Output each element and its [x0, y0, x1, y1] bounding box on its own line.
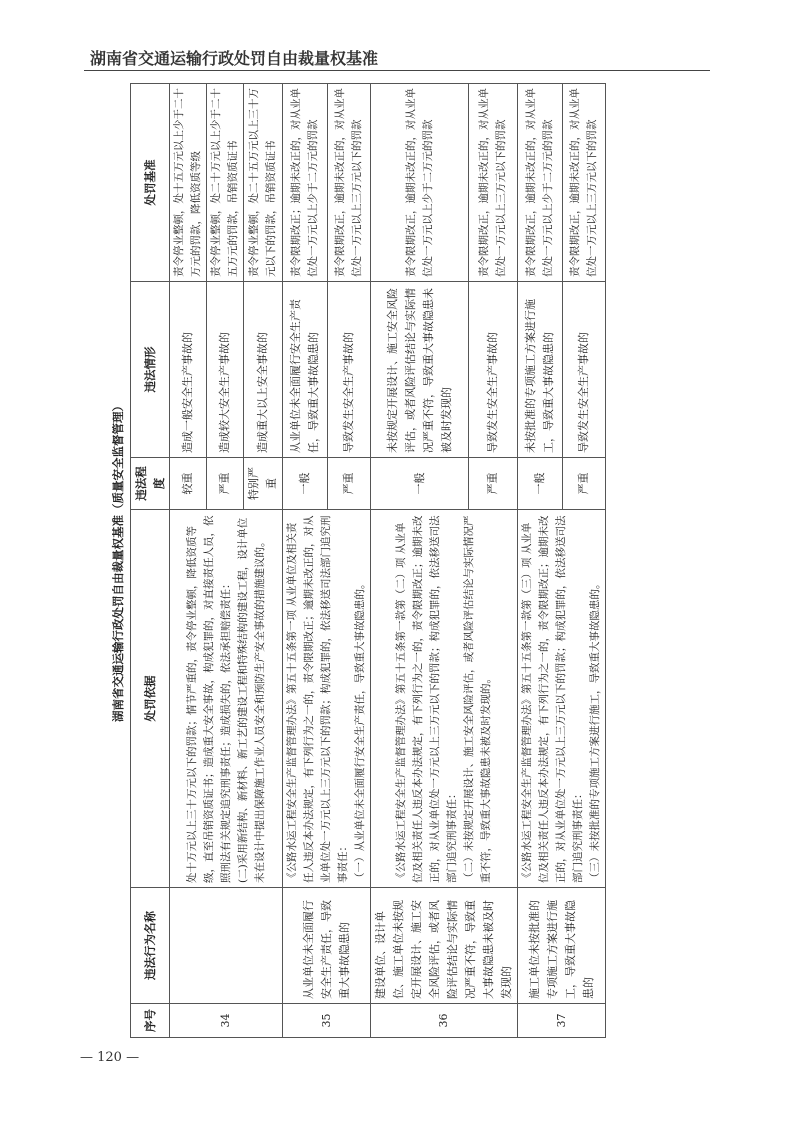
violation-degree: 严重	[328, 458, 371, 510]
violation-circumstance: 未按批准的专项施工方案进行施工，导致重大事故隐患的	[518, 282, 563, 458]
act-name: 从业单位未全面履行安全生产责任，导致重大事故隐患的	[283, 888, 371, 1004]
penalty-basis	[283, 510, 371, 888]
violation-degree: 一般	[371, 458, 469, 510]
act-name: 建设单位、设计单位、施工单位未按规定开展设计、施工安全风险评估，或者风险评估结论与实际情况严重不符，导致重大事故隐患未被及时发现的	[371, 888, 518, 1004]
penalty-standard: 责令停业整顿，处二十五万元以上三十万元以下的罚款，吊销资质证书	[244, 84, 283, 282]
row-number: 37	[518, 1004, 606, 1038]
penalty-standard: 责令限期改正，逾期未改正的，对从业单位处一万元以上少于二万元的罚款	[518, 84, 563, 282]
violation-degree: 严重	[563, 458, 606, 510]
table-row	[283, 84, 328, 1038]
penalty-standard: 责令停业整顿，处十五万元以上少于二十万元的罚款，降低资质等级	[170, 84, 207, 282]
violation-degree: 一般	[518, 458, 563, 510]
table-title: 湖南省交通运输行政处罚自由裁量权基准（质量安全监督管理）	[111, 400, 125, 722]
penalty-standard: 责令限期改正，逾期未改正的，对从业单位处一万元以上三万元以下的罚款	[563, 84, 606, 282]
rotated-table-wrapper	[108, 84, 702, 1038]
violation-degree: 严重	[207, 458, 244, 510]
violation-circumstance: 导致发生安全生产事故的	[469, 282, 518, 458]
violation-degree: 较重	[170, 458, 207, 510]
violation-circumstance: 造成一般安全生产事故的	[170, 282, 207, 458]
violation-circumstance: 从业单位未全面履行安全生产责任，导致重大事故隐患的	[283, 282, 328, 458]
page-number: — 120 —	[80, 1050, 140, 1065]
penalty-basis	[371, 510, 518, 888]
basis-paragraph: 处十万元以上三十万元以下的罚款；情节严重的，责令停业整顿，降低资质等级，直至吊销资质证书；造成重大安全事故，构成犯罪的，对直接责任人员，依照刑法有关规定追究刑事责任；造成损失的，依法承担赔偿责任：	[185, 515, 232, 883]
penalty-standard: 责令限期改正，逾期未改正的，对从业单位处一万元以上少于二万元的罚款	[371, 84, 469, 282]
row-number: 35	[283, 1004, 371, 1038]
basis-paragraph: 《公路水运工程安全生产监督管理办法》第五十五条第一款第（二）项 从业单位及相关责任人违反本办法规定，有下列行为之一的，责令限期改正；逾期未改正的，对从业单位处一万元以上三万元以下的罚款；构成犯罪的，依法移送司法部门追究刑事责任：	[395, 515, 458, 883]
col-header-circumstance: 违法情形	[131, 282, 170, 458]
col-header-basis: 处罚依据	[131, 510, 170, 888]
penalty-standard: 责令限期改正，逾期未改正的，对从业单位处一万元以上三万元以下的罚款	[469, 84, 518, 282]
basis-paragraph: （一）从业单位未全面履行安全生产责任，导致重大事故隐患的。	[354, 578, 366, 883]
act-name	[170, 888, 283, 1004]
violation-circumstance: 导致发生安全生产事故的	[328, 282, 371, 458]
violation-circumstance: 造成重大以上安全事故的	[244, 282, 283, 458]
row-number: 36	[371, 1004, 518, 1038]
table-row	[371, 84, 469, 1038]
header-rule	[84, 70, 710, 71]
penalty-basis	[518, 510, 606, 888]
running-head: 湖南省交通运输行政处罚自由裁量权基准	[90, 49, 379, 68]
violation-circumstance: 导致发生安全生产事故的	[563, 282, 606, 458]
col-header-degree: 违法程度	[131, 458, 170, 510]
violation-degree: 严重	[469, 458, 518, 510]
penalty-standard: 责令限期改正，逾期未改正的，对从业单位处一万元以上三万元以下的罚款	[328, 84, 371, 282]
violation-circumstance: 未按规定开展设计、施工安全风险评估，或者风险评估结论与实际情况严重不符，导致重大事故隐患未被及时发现的	[371, 282, 469, 458]
row-number: 34	[170, 1004, 283, 1038]
basis-paragraph: (二)采用新结构、新材料、新工艺的建设工程和特殊结构的建设工程，设计单位未在设计中提出保障施工作业人员安全和预防生产安全事故的措施建议的。	[236, 517, 266, 883]
penalty-basis	[170, 510, 283, 888]
basis-paragraph: （二）未按规定开展设计、施工安全风险评估，或者风险评估结论与实际情况严重不符，导致重大事故隐患未被及时发现的。	[463, 515, 492, 883]
violation-degree: 特别严重	[244, 458, 283, 510]
col-header-act: 违法行为名称	[131, 888, 170, 1004]
basis-paragraph: 《公路水运工程安全生产监督管理办法》第五十五条第一项 从业单位及相关责任人违反本办法规定，有下列行为之一的，责令限期改正；逾期未改正的，对从业单位处一万元以上三万元以下的罚款；构成犯罪的，依法移送司法部门追究刑事责任：	[286, 515, 349, 883]
basis-paragraph: （三）未按批准的专项施工方案进行施工，导致重大事故隐患的。	[589, 578, 601, 883]
act-name: 施工单位未按批准的专项施工方案进行施工，导致重大事故隐患的	[518, 888, 606, 1004]
penalty-standard: 责令限期改正；逾期未改正的，对从业单位处一万元以上少于二万元的罚款	[283, 84, 328, 282]
col-header-no: 序号	[131, 1004, 170, 1038]
table-row	[170, 84, 207, 1038]
penalty-standard: 责令停业整顿，处二十万元以上少于二十五万元的罚款，吊销资质证书	[207, 84, 244, 282]
violation-circumstance: 造成较大安全生产事故的	[207, 282, 244, 458]
basis-paragraph: 《公路水运工程安全生产监督管理办法》第五十五条第一款第（三）项 从业单位及相关责任人违反本办法规定，有下列行为之一的，责令限期改正；逾期未改正的，对从业单位处一万元以上三万元以下的罚款；构成犯罪的，依法移送司法部门追究刑事责任：	[521, 515, 584, 883]
col-header-standard: 处罚基准	[131, 84, 170, 282]
penalty-table	[130, 83, 606, 1038]
table-row	[518, 84, 563, 1038]
table-header-row	[131, 84, 170, 1038]
violation-degree: 一般	[283, 458, 328, 510]
